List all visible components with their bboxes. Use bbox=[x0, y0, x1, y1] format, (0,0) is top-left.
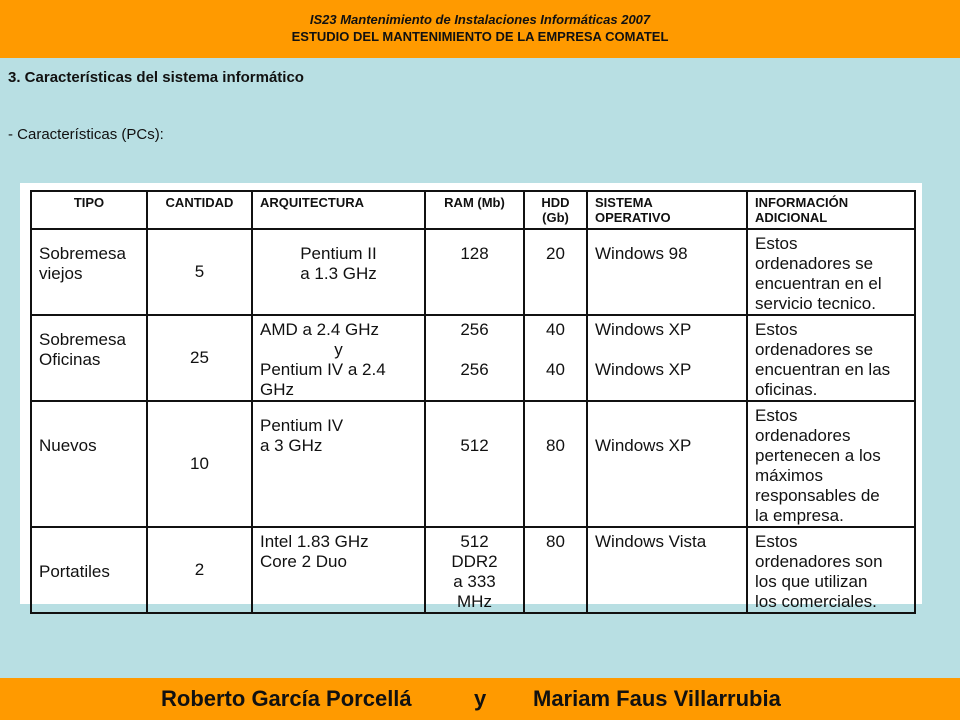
cell-arquitectura-line: Core 2 Duo bbox=[260, 552, 347, 571]
cell-arquitectura bbox=[252, 315, 425, 401]
header-tipo: TIPO bbox=[31, 191, 147, 229]
cell-hdd-line: 20 bbox=[546, 244, 565, 263]
subtitle: - Características (PCs): bbox=[8, 126, 164, 143]
cell-informacion-line: los que utilizan bbox=[755, 572, 868, 591]
cell-informacion bbox=[747, 527, 915, 613]
cell-informacion-line: Estos bbox=[755, 234, 798, 253]
cell-arquitectura bbox=[252, 527, 425, 613]
cell-tipo bbox=[31, 401, 147, 527]
cell-hdd bbox=[524, 401, 587, 527]
header-cantidad: CANTIDAD bbox=[147, 191, 252, 229]
cell-ram-line: 256 bbox=[460, 320, 489, 339]
cell-sistema-operativo bbox=[587, 401, 747, 527]
cell-ram-line: 512 bbox=[460, 532, 489, 551]
cell-informacion-line: ordenadores se bbox=[755, 340, 874, 359]
cell-informacion-line: ordenadores se bbox=[755, 254, 874, 273]
cell-ram-line: 512 bbox=[460, 436, 489, 455]
cell-informacion-line: Estos bbox=[755, 532, 798, 551]
header-hdd: HDD (Gb) bbox=[524, 191, 587, 229]
cell-arquitectura-line: GHz bbox=[260, 380, 294, 399]
author-conjunction: y bbox=[474, 686, 487, 711]
cell-informacion-line: responsables de bbox=[755, 486, 880, 505]
cell-ram-line: DDR2 bbox=[451, 552, 498, 571]
cell-cantidad-value: 2 bbox=[194, 560, 205, 579]
cell-tipo bbox=[31, 315, 147, 401]
cell-hdd-line: 40 bbox=[546, 320, 565, 339]
header-informacion-adicional: INFORMACIÓN ADICIONAL bbox=[747, 191, 915, 229]
table-row bbox=[31, 229, 915, 315]
cell-sistema-operativo-line: Windows XP bbox=[595, 320, 692, 339]
cell-informacion bbox=[747, 229, 915, 315]
table-row bbox=[31, 527, 915, 613]
cell-tipo bbox=[31, 229, 147, 315]
cell-tipo-line: Sobremesa bbox=[39, 330, 126, 349]
cell-tipo-line: Portatiles bbox=[39, 562, 110, 581]
cell-ram-line: 256 bbox=[460, 360, 489, 379]
cell-arquitectura-line: Pentium II bbox=[300, 244, 377, 263]
cell-informacion-line: servicio tecnico. bbox=[755, 294, 876, 313]
footer-banner bbox=[0, 678, 960, 720]
author-2: Mariam Faus Villarrubia bbox=[533, 686, 781, 711]
cell-informacion-line: oficinas. bbox=[755, 380, 818, 399]
cell-hdd-line: 40 bbox=[546, 360, 565, 379]
cell-ram-line: 128 bbox=[460, 244, 489, 263]
cell-sistema-operativo-line: Windows XP bbox=[595, 360, 692, 379]
cell-hdd bbox=[524, 229, 587, 315]
cell-cantidad bbox=[147, 401, 252, 527]
cell-hdd-line: 80 bbox=[546, 436, 565, 455]
cell-sistema-operativo bbox=[587, 527, 747, 613]
cell-informacion-line: encuentran en el bbox=[755, 274, 882, 293]
cell-informacion-line: pertenecen a los bbox=[755, 446, 881, 465]
pc-characteristics-table bbox=[30, 190, 916, 614]
cell-informacion-line: máximos bbox=[755, 466, 824, 485]
cell-cantidad-value: 25 bbox=[190, 348, 209, 367]
cell-tipo-line: Sobremesa bbox=[39, 244, 126, 263]
cell-informacion-line: ordenadores bbox=[755, 426, 851, 445]
header-ram: RAM (Mb) bbox=[425, 191, 524, 229]
cell-informacion-line: ordenadores son bbox=[755, 552, 883, 571]
cell-cantidad bbox=[147, 229, 252, 315]
cell-tipo-line: viejos bbox=[39, 264, 83, 283]
cell-tipo-line: Oficinas bbox=[39, 350, 101, 369]
cell-cantidad bbox=[147, 527, 252, 613]
cell-tipo-line: Nuevos bbox=[39, 436, 97, 455]
cell-sistema-operativo-line: Windows Vista bbox=[595, 532, 707, 551]
header-arquitectura: ARQUITECTURA bbox=[252, 191, 425, 229]
cell-ram bbox=[425, 527, 524, 613]
cell-informacion bbox=[747, 401, 915, 527]
cell-ram bbox=[425, 229, 524, 315]
cell-arquitectura-line: Pentium IV a 2.4 bbox=[260, 360, 386, 379]
cell-arquitectura-line: a 1.3 GHz bbox=[300, 264, 377, 283]
cell-ram bbox=[425, 401, 524, 527]
cell-sistema-operativo-line: Windows XP bbox=[595, 436, 692, 455]
cell-informacion-line: la empresa. bbox=[755, 506, 844, 525]
author-1: Roberto García Porcellá bbox=[161, 686, 412, 711]
cell-arquitectura bbox=[252, 401, 425, 527]
cell-ram-line: a 333 bbox=[453, 572, 496, 591]
cell-ram bbox=[425, 315, 524, 401]
table-row bbox=[31, 401, 915, 527]
table-header-row bbox=[31, 191, 915, 229]
cell-arquitectura bbox=[252, 229, 425, 315]
cell-informacion-line: los comerciales. bbox=[755, 592, 877, 611]
cell-arquitectura-line: a 3 GHz bbox=[260, 436, 323, 455]
cell-arquitectura-line: y bbox=[334, 340, 343, 359]
cell-tipo bbox=[31, 527, 147, 613]
cell-sistema-operativo-line: Windows 98 bbox=[595, 244, 688, 263]
header-sistema-operativo: SISTEMA OPERATIVO bbox=[587, 191, 747, 229]
cell-hdd bbox=[524, 527, 587, 613]
cell-sistema-operativo bbox=[587, 229, 747, 315]
cell-sistema-operativo bbox=[587, 315, 747, 401]
cell-arquitectura-line: Intel 1.83 GHz bbox=[260, 532, 369, 551]
cell-hdd-line: 80 bbox=[546, 532, 565, 551]
study-title: ESTUDIO DEL MANTENIMIENTO DE LA EMPRESA COMATEL bbox=[291, 29, 669, 44]
course-title: IS23 Mantenimiento de Instalaciones Informáticas 2007 bbox=[309, 12, 651, 27]
cell-cantidad-value: 10 bbox=[190, 454, 209, 473]
cell-informacion-line: Estos bbox=[755, 320, 798, 339]
cell-cantidad-value: 5 bbox=[194, 262, 205, 281]
table-row bbox=[31, 315, 915, 401]
cell-informacion-line: Estos bbox=[755, 406, 798, 425]
cell-informacion-line: encuentran en las bbox=[755, 360, 891, 379]
cell-informacion bbox=[747, 315, 915, 401]
header-banner bbox=[0, 0, 960, 58]
table-image bbox=[20, 183, 922, 611]
cell-arquitectura-line: AMD a 2.4 GHz bbox=[260, 320, 380, 339]
cell-arquitectura-line: Pentium IV bbox=[260, 416, 344, 435]
cell-cantidad bbox=[147, 315, 252, 401]
section-title: 3. Características del sistema informático bbox=[8, 69, 304, 86]
cell-ram-line: MHz bbox=[457, 592, 492, 611]
cell-hdd bbox=[524, 315, 587, 401]
